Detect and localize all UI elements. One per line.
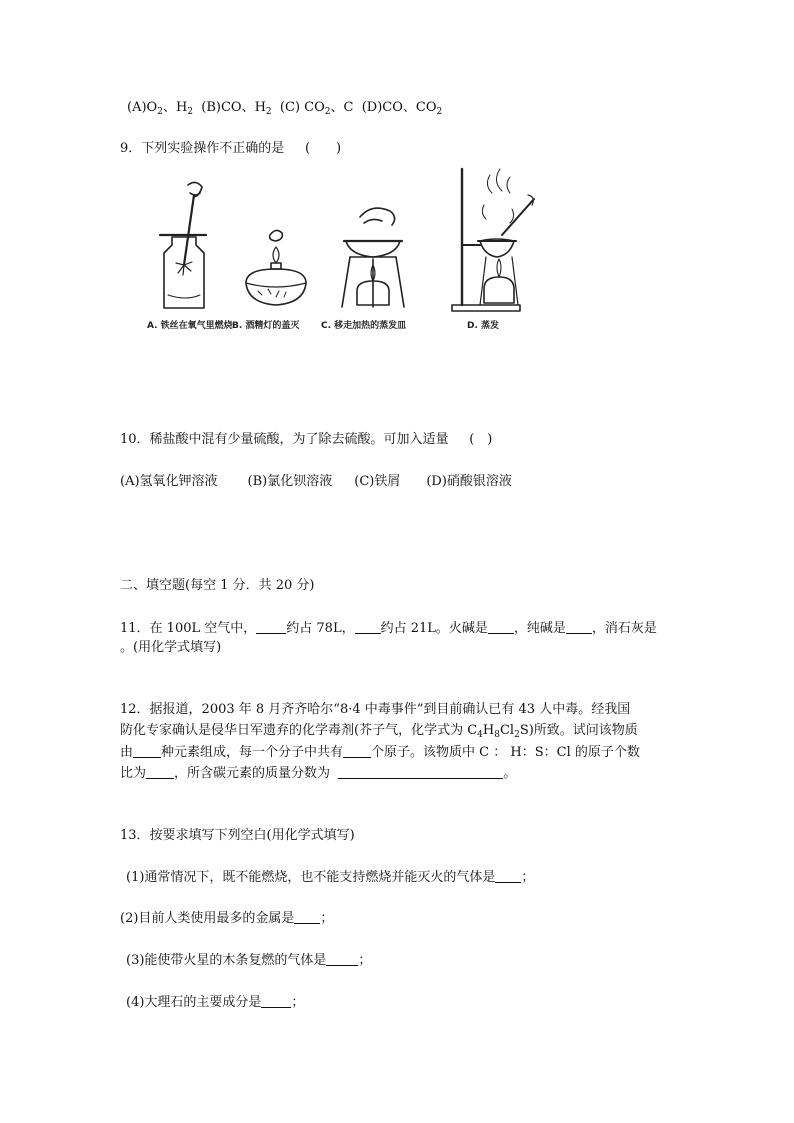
q11-blank-4[interactable]	[566, 619, 592, 634]
q10-stem: 10．稀盐酸中混有少量硫酸，为了除去硫酸。可加入适量 ( )	[120, 432, 493, 447]
q12-blank-atoms[interactable]	[343, 743, 371, 758]
q12-blank-mass-fraction[interactable]	[338, 764, 503, 779]
caption-b: B. 酒精灯的盖灭	[232, 321, 300, 331]
q13-blank-1[interactable]	[495, 868, 521, 883]
q13-blank-3[interactable]	[326, 951, 358, 966]
section2-title: 二、填空题(每空 1 分．共 20 分)	[120, 578, 315, 593]
q12-line1: 12．据报道，2003 年 8 月齐齐哈尔“8·4 中毒事件”到目前确认已有 43 人中毒。经我国	[120, 702, 631, 717]
caption-d: D. 蒸发	[467, 321, 500, 331]
q9-lab-figure	[150, 165, 550, 315]
q12-line4: 比为 ，所含碳元素的质量分数为 。	[120, 766, 517, 781]
figure-b-alcohol-lamp	[246, 230, 306, 305]
q13-blank-4[interactable]	[261, 993, 291, 1008]
q11-line1: 11．在 100L 空气中， 约占 78L， 约占 21L。火碱是 ，纯碱是 ，消石灰是	[120, 621, 657, 636]
q9-stem: 9．下列实验操作不正确的是 ( )	[120, 141, 342, 156]
q11-blank-2[interactable]	[355, 619, 381, 634]
figure-d-evaporation-stand	[452, 169, 534, 311]
q8-options: $(A)O_2$、$H_2$ (B)CO、$H_2$ (C) $CO_2$、C (D)CO、$CO_2$	[127, 100, 443, 117]
q11-blank-1[interactable]	[256, 619, 286, 634]
q12-blank-elements[interactable]	[133, 743, 161, 758]
q13-blank-2[interactable]	[294, 909, 320, 924]
caption-c: C. 移走加热的蒸发皿	[321, 321, 407, 331]
figure-a-iron-wire-bottle	[160, 182, 206, 308]
q12-blank-ratio[interactable]	[146, 764, 174, 779]
q10-options: (A)氢氧化钾溶液 (B)氯化钡溶液 (C)铁屑 (D)硝酸银溶液	[120, 474, 512, 489]
q13-item-1: (1)通常情况下，既不能燃烧，也不能支持燃烧并能灭火的气体是 ；	[126, 870, 535, 885]
q13-stem: 13．按要求填写下列空白(用化学式填写)	[120, 828, 355, 843]
q12-line3: 由 种元素组成，每一个分子中共有 个原子。该物质中 C ： H：S：Cl 的原子个数	[120, 745, 640, 760]
caption-a: A. 铁丝在氧气里燃烧	[147, 321, 233, 331]
q13-item-4: (4)大理石的主要成分是 ；	[126, 995, 305, 1010]
q11-line2: 。(用化学式填写)	[120, 640, 222, 655]
q11-blank-3[interactable]	[488, 619, 514, 634]
q13-item-3: (3)能使带火星的木条复燃的气体是 ；	[126, 953, 372, 968]
figure-c-evaporating-dish	[342, 208, 404, 307]
q12-line2: 防化专家确认是侵华日军遗弃的化学毒剂(芥子气，化学式为 $C_4H_8Cl_2S$)所致。试问该物质	[120, 723, 638, 740]
q13-item-2: (2)目前人类使用最多的金属是 ；	[120, 911, 334, 926]
